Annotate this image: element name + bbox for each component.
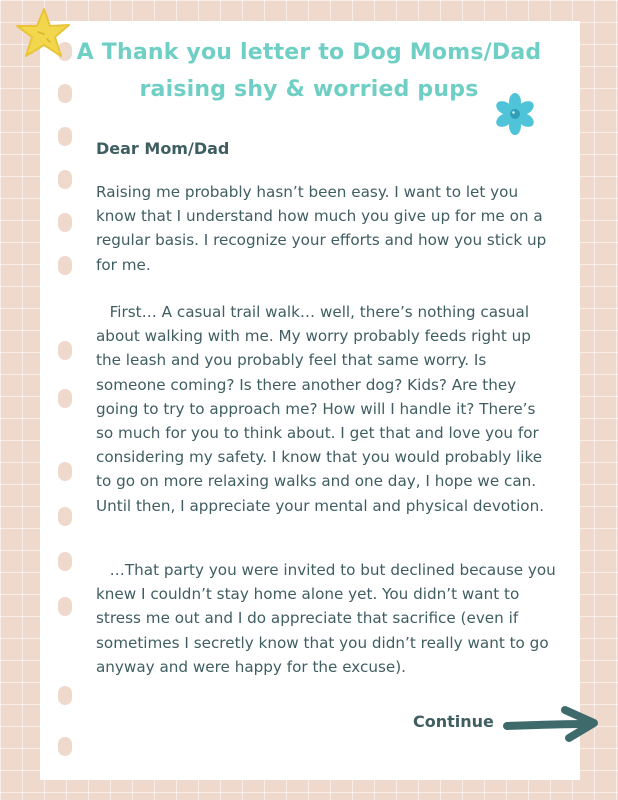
binder-hole — [58, 389, 72, 408]
arrow-right-icon[interactable] — [503, 704, 601, 744]
binder-hole — [58, 256, 72, 275]
binder-hole — [58, 462, 72, 481]
letter-paragraph: …That party you were invited to but declined because you knew I couldn’t stay home alone yet. You didn’t want to stress me out and I do appreciate that sacrifice (even if sometimes I secretly know that you didn’t really want to go anyway and were happy for the excuse). — [96, 561, 556, 676]
page-title — [70, 34, 548, 108]
binder-hole — [58, 127, 72, 146]
binder-hole — [58, 213, 72, 232]
title-line-2: raising shy & worried pups — [139, 77, 479, 102]
binder-hole — [58, 686, 72, 705]
binder-hole — [58, 552, 72, 571]
binder-hole — [58, 597, 72, 616]
star-icon — [14, 6, 72, 62]
binder-hole — [58, 737, 72, 756]
letter-paragraph: First… A casual trail walk… well, there’s nothing casual about walking with me. My worry probably feeds right up the leash and you probably feel that same worry. Is someone coming? Is there another dog? Kids? Are they going to try to approach me? How will I handle it? There’s so much for you to think about. I get that and love you for considering my safety. I know that you would probably like to go on more relaxing walks and one day, I hope we can. Until then, I appreciate your mental and physical devotion. — [96, 303, 545, 515]
title-line-1: A Thank you letter to Dog Moms/Dad — [76, 40, 542, 65]
binder-hole — [58, 170, 72, 189]
letter-paragraph: Raising me probably hasn’t been easy. I want to let you know that I understand how much you give up for me on a regular basis. I recognize your efforts and how you stick up for me. — [96, 183, 547, 274]
binder-hole — [58, 507, 72, 526]
continue-link[interactable]: Continue — [413, 712, 494, 731]
letter-greeting: Dear Mom/Dad — [96, 139, 230, 158]
binder-holes — [58, 0, 72, 800]
binder-hole — [58, 341, 72, 360]
